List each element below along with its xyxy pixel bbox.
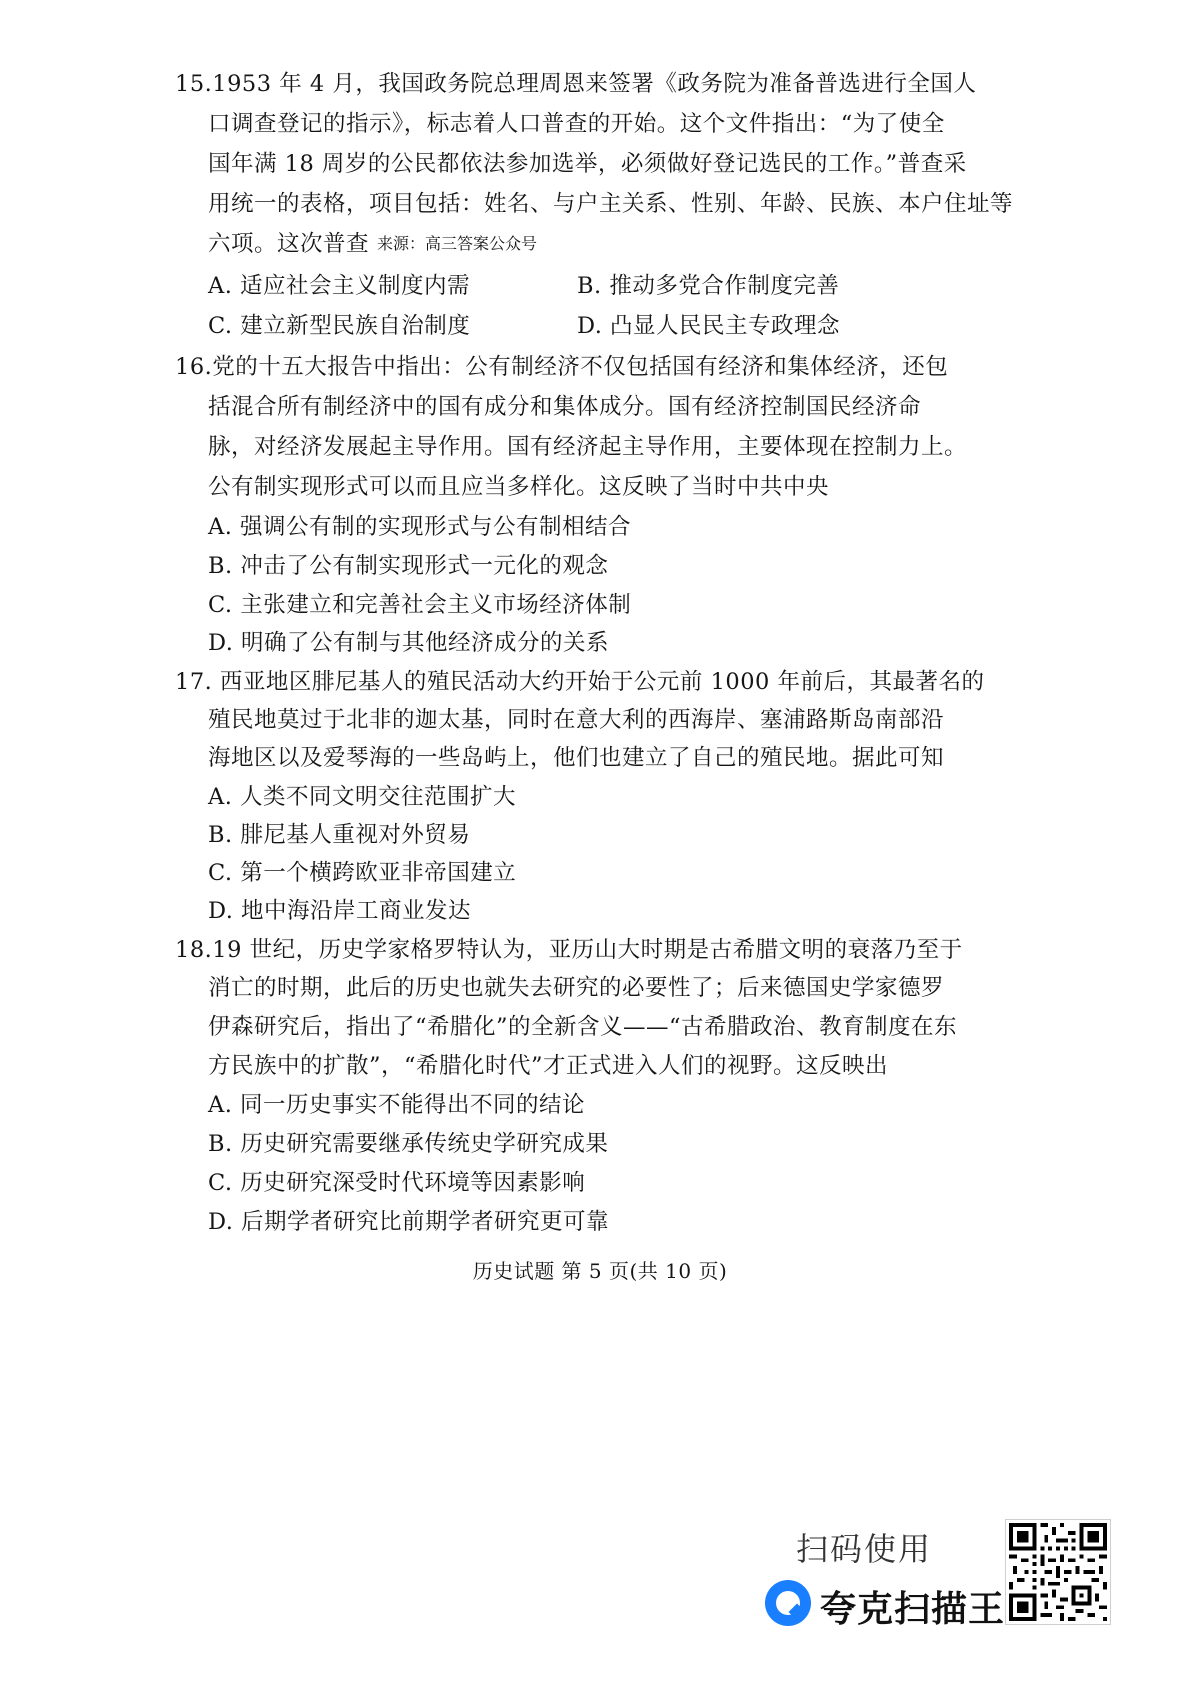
q17-line-3: 海地区以及爱琴海的一些岛屿上，他们也建立了自己的殖民地。据此可知 [208,745,945,771]
q18-line-1: 18.19 世纪，历史学家格罗特认为，亚历山大时期是古希腊文明的衰落乃至于 [175,937,963,963]
scan-to-use-text: 扫码使用 [796,1530,933,1568]
source-note: 来源：高三答案公众号 [377,234,538,253]
q15-line-4: 用统一的表格，项目包括：姓名、与户主关系、性别、年龄、民族、本户住址等 [208,191,1014,217]
q15-option-c: C. 建立新型民族自治制度 [208,313,471,339]
q16-option-a: A. 强调公有制的实现形式与公有制相结合 [208,514,632,540]
q16-option-c: C. 主张建立和完善社会主义市场经济体制 [208,592,632,618]
q17-option-d: D. 地中海沿岸工商业发达 [208,898,472,924]
q17-option-b: B. 腓尼基人重视对外贸易 [208,822,471,848]
q18-line-2: 消亡的时期，此后的历史也就失去研究的必要性了；后来德国史学家德罗 [208,975,945,1001]
q15-line-5 [208,233,537,256]
q16-option-d: D. 明确了公有制与其他经济成分的关系 [208,630,610,656]
q15-option-a: A. 适应社会主义制度内需 [208,273,471,299]
q16-line-3: 脉，对经济发展起主导作用。国有经济起主导作用，主要体现在控制力上。 [208,434,968,460]
q15-option-b: B. 推动多党合作制度完善 [577,273,840,299]
q18-line-3: 伊森研究后，指出了“希腊化”的全新含义——“古希腊政治、教育制度在东 [208,1014,958,1040]
q18-option-b: B. 历史研究需要继承传统史学研究成果 [208,1131,609,1157]
q15-line-5-text: 六项。这次普查 [208,231,370,257]
q15-line-3: 国年满 18 周岁的公民都依法参加选举，必须做好登记选民的工作。”普查采 [208,151,967,177]
q17-line-2: 殖民地莫过于北非的迦太基，同时在意大利的西海岸、塞浦路斯岛南部沿 [208,707,945,733]
quark-logo-icon [765,1580,811,1626]
q17-line-1: 17. 西亚地区腓尼基人的殖民活动大约开始于公元前 1000 年前后，其最著名的 [175,669,985,695]
q16-line-4: 公有制实现形式可以而且应当多样化。这反映了当时中共中央 [208,474,830,500]
q16-line-2: 括混合所有制经济中的国有成分和集体成分。国有经济控制国民经济命 [208,394,922,420]
q16-option-b: B. 冲击了公有制实现形式一元化的观念 [208,553,609,579]
q18-line-4: 方民族中的扩散”，“希腊化时代”才正式进入人们的视野。这反映出 [208,1053,889,1079]
page-footer: 历史试题 第 5 页(共 10 页) [472,1259,728,1283]
q15-option-d: D. 凸显人民民主专政理念 [577,313,841,339]
q18-option-c: C. 历史研究深受时代环境等因素影响 [208,1170,586,1196]
q18-option-a: A. 同一历史事实不能得出不同的结论 [208,1092,586,1118]
q18-option-d: D. 后期学者研究比前期学者研究更可靠 [208,1209,610,1235]
q15-line-1: 15.1953 年 4 月，我国政务院总理周恩来签署《政务院为准备普选进行全国人 [175,71,977,97]
q17-option-c: C. 第一个横跨欧亚非帝国建立 [208,860,517,886]
brand-name-text: 夸克扫描王 [820,1589,1006,1630]
q15-line-2: 口调查登记的指示》，标志着人口普查的开始。这个文件指出：“为了使全 [208,111,945,137]
qr-code-icon[interactable] [1006,1520,1110,1624]
q16-line-1: 16.党的十五大报告中指出：公有制经济不仅包括国有经济和集体经济，还包 [175,354,949,380]
q17-option-a: A. 人类不同文明交往范围扩大 [208,784,517,810]
